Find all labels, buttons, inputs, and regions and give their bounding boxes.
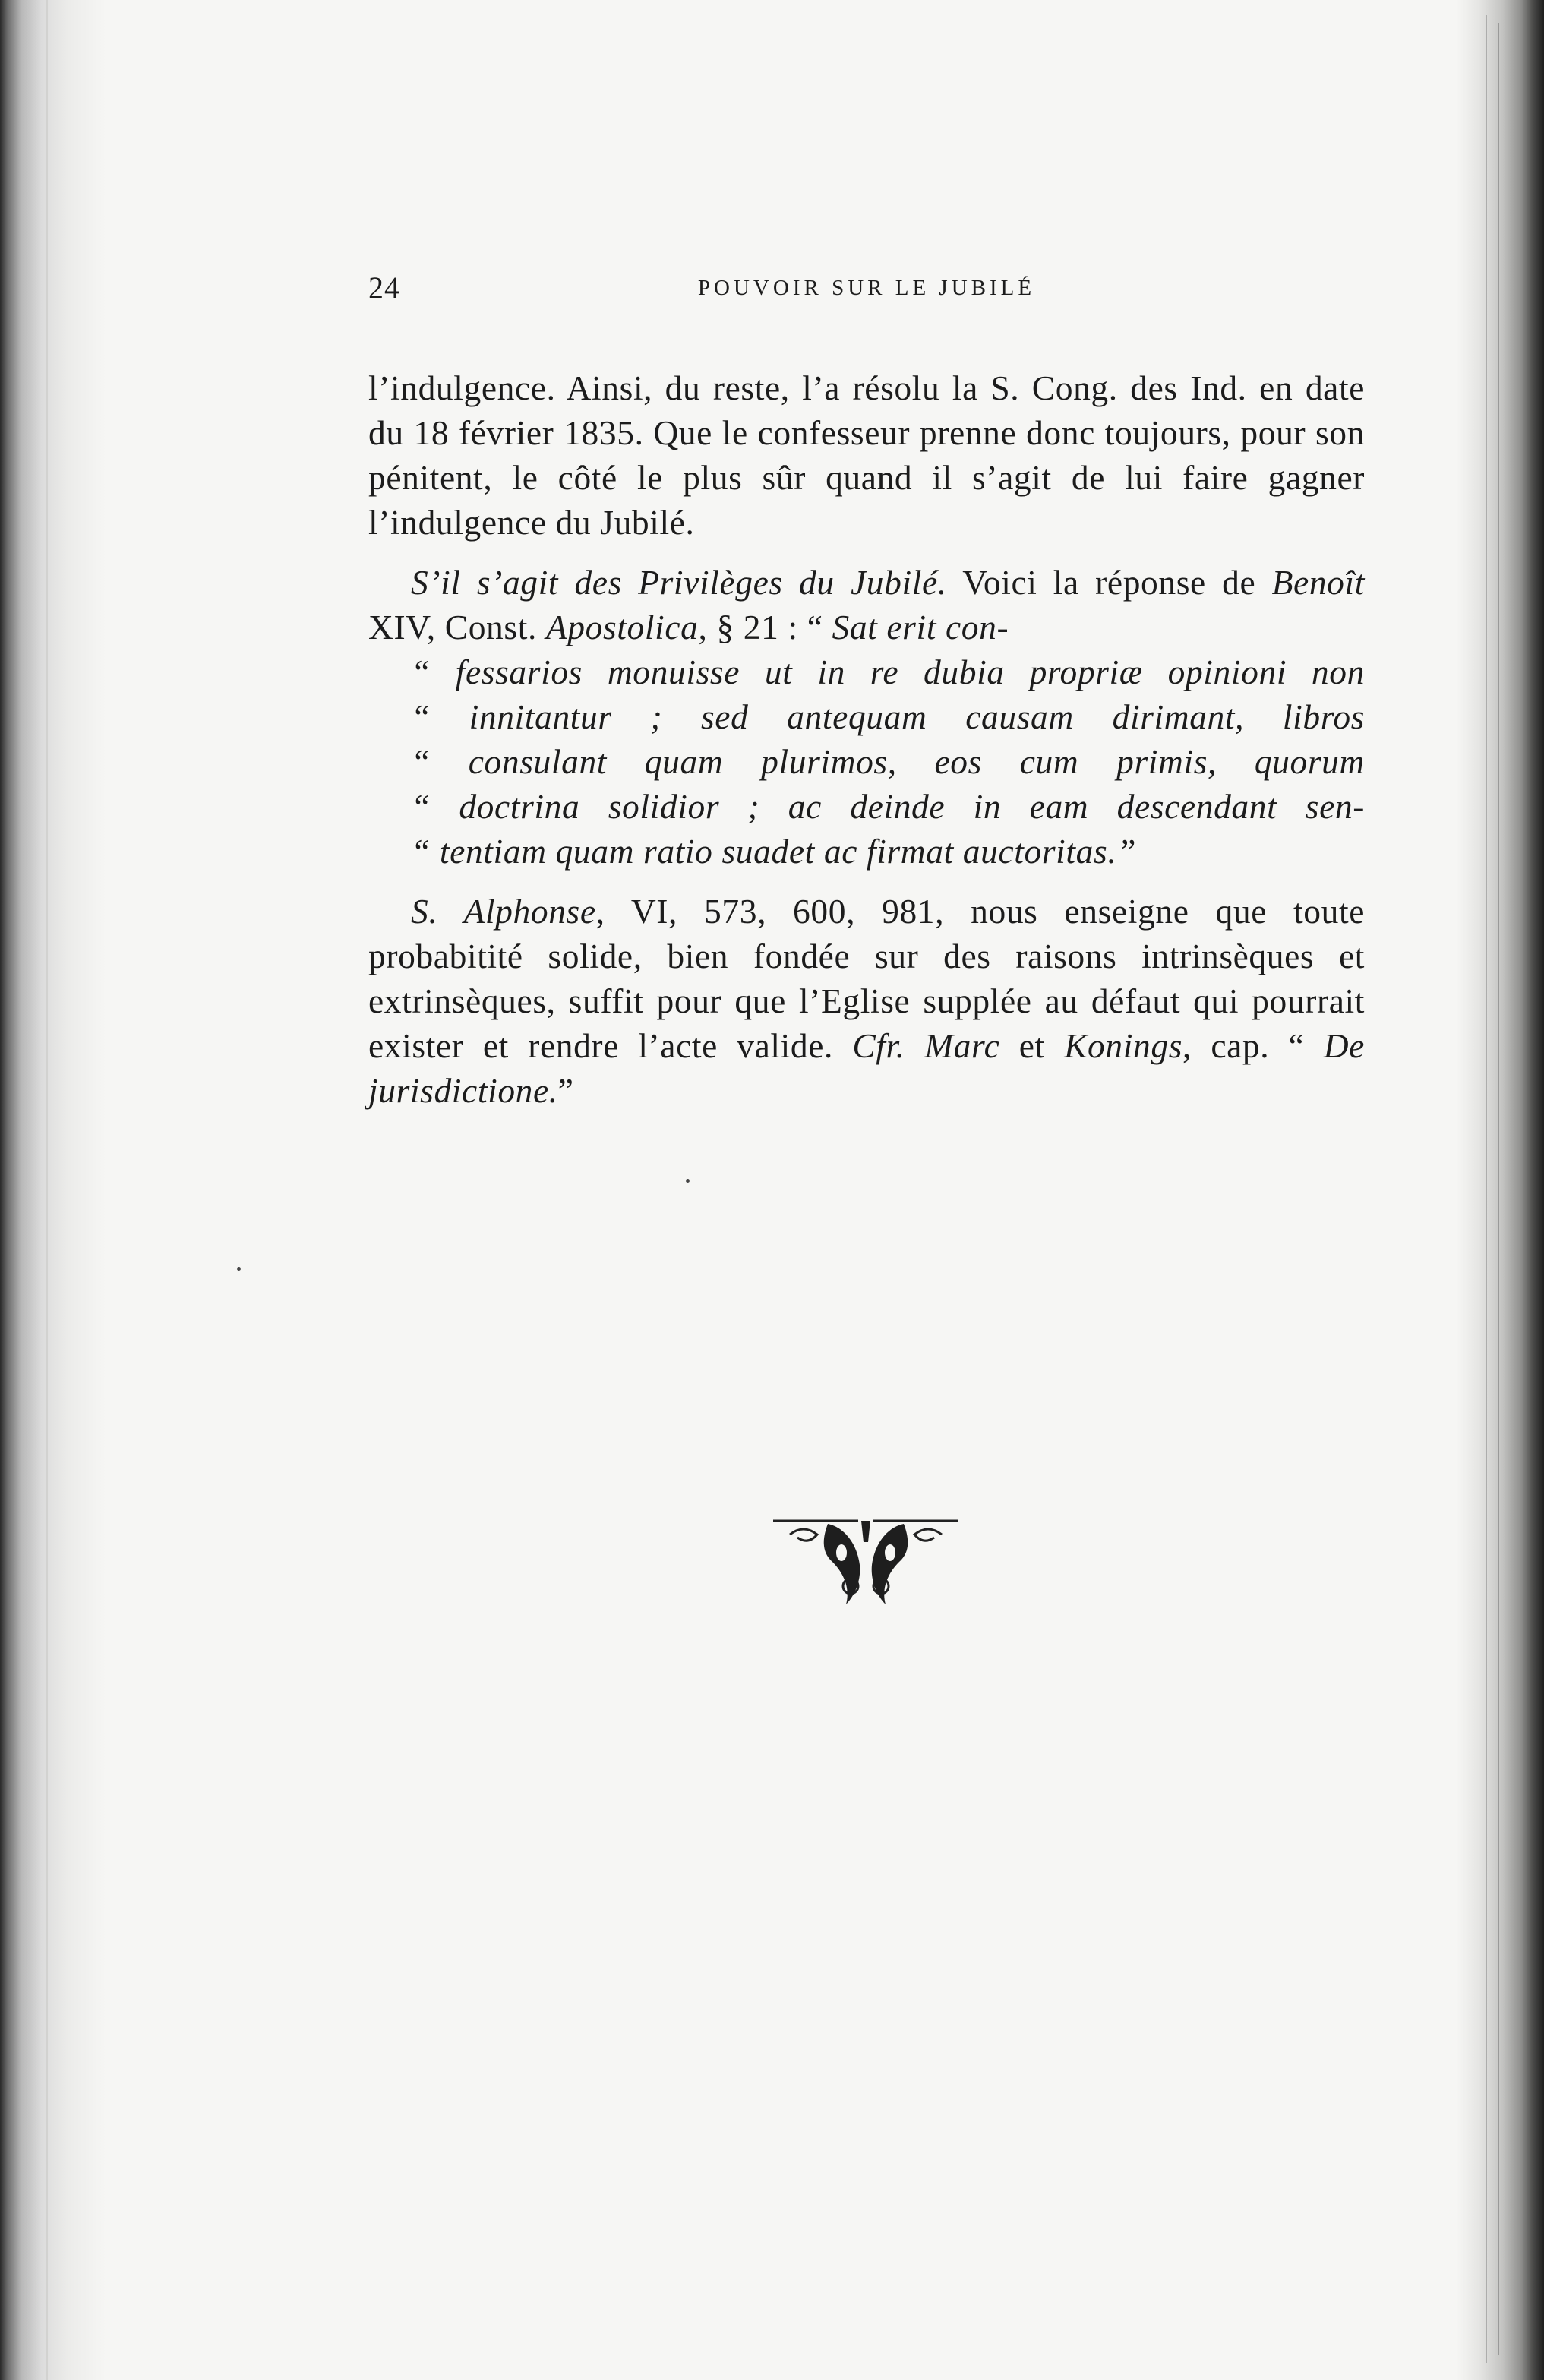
alphonse-text-4: ”: [557, 1071, 574, 1110]
chapter-title: De jurisdictione.: [368, 1026, 1365, 1110]
page-number: 24: [368, 270, 400, 305]
page-edge: [1457, 0, 1544, 2380]
privileges-text-3: , § 21 : “: [698, 608, 832, 646]
paper-speck: [237, 1267, 241, 1271]
paragraph-indulgence: l’indulgence. Ainsi, du reste, l’a résolu la S. Cong. des Ind. en date du 18 février 1835. Que le confesseur prenne donc toujours, pour son pénitent, le côté le plus sûr quand il s’agit de lui faire gagner l’indulgence du Jubilé.: [368, 368, 1365, 542]
tail-piece-ornament-icon: [767, 1512, 965, 1610]
latin-quote-line-1: Sat erit con-: [832, 608, 1009, 646]
paragraph-alphonse: [368, 889, 1365, 1113]
alphonse-text-3: , cap. “: [1182, 1026, 1324, 1065]
latin-quote-line-3: “ innitantur ; sed antequam causam dirimant, libros: [411, 697, 1365, 736]
author-alphonse: S. Alphonse: [411, 892, 596, 931]
privileges-text-2: XIV, Const.: [368, 608, 546, 646]
cfr-marc: Cfr. Marc: [852, 1026, 1000, 1065]
latin-quote-line-2: “ fessarios monuisse ut in re dubia propriæ opinioni non: [411, 653, 1365, 691]
latin-quote-line-5: “ doctrina solidior ; ac deinde in eam descendant sen-: [411, 787, 1365, 826]
latin-quote-line-6: “ tentiam quam ratio suadet ac firmat auctoritas.”: [411, 832, 1137, 871]
privileges-text-1: Voici la réponse de: [946, 563, 1272, 602]
latin-quote-line-4: “ consulant quam plurimos, eos cum primis, quorum: [411, 742, 1365, 781]
alphonse-text-1: , VI, 573, 600, 981, nous enseigne que toute probabitité solide, bien fondée sur des raisons intrinsèques et extrinsèques, suffit pour que l’Eglise supplée au défaut qui pourrait exister et rendre l’acte valide.: [368, 892, 1365, 1065]
binding-shadow: [0, 0, 106, 2380]
paragraph-privileges: [368, 560, 1365, 874]
running-title: POUVOIR SUR LE JUBILÉ: [697, 276, 1036, 300]
page-text-block: [368, 270, 1365, 1113]
paper-speck: [686, 1179, 690, 1183]
alphonse-text-2: et: [999, 1026, 1065, 1065]
author-konings: Konings: [1064, 1026, 1183, 1065]
running-head: [368, 270, 1365, 312]
pope-name: Benoît: [1271, 563, 1365, 602]
constitution-name: Apostolica: [545, 608, 699, 646]
privileges-heading: S’il s’agit des Privilèges du Jubilé.: [411, 563, 947, 602]
